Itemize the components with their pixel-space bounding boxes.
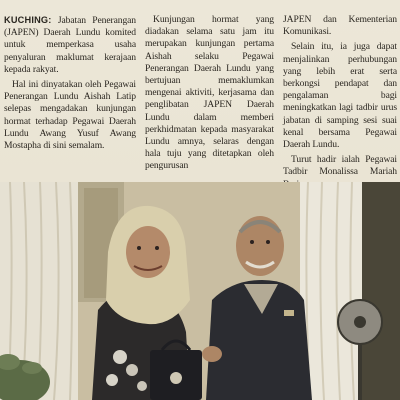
photo-illustration <box>0 182 400 400</box>
article-paragraph: Turut hadir ialah Pegawai Tadbir Monalissa Mariah <box>283 154 397 178</box>
article-column-2 <box>145 14 274 176</box>
dark-corner <box>362 182 400 400</box>
paragraph-text: Jabatan Penerangan (JAPEN) Daerah Lundu komited untuk memperkasa usaha penyaluran maklumat kerajaan kepada rakyat. <box>4 15 136 75</box>
article-column-3 <box>283 14 397 194</box>
article-column-1 <box>4 14 136 155</box>
article-paragraph: Kunjungan hormat yang diadakan selama satu jam itu merupakan kunjungan pertama Aishah selaku Pegawai Penerangan Daerah Lundu yang bertujuan memaklumkan mengenai aktiviti, kerjasama dan penglibatan JAPEN Daerah Lundu dalam memberi perkhidmatan kepada masyarakat Lundu amnya, selaras dengan hala tuju yang ditetapkan oleh pengurusan <box>145 14 274 172</box>
bag-logo <box>170 372 182 384</box>
article-paragraph <box>4 14 136 76</box>
article-paragraph: JAPEN dan Kementerian Komunikasi. <box>283 14 397 38</box>
article-photo <box>0 182 400 400</box>
dateline: KUCHING: <box>4 15 52 25</box>
article-paragraph: Hal ini dinyatakan oleh Pegawai Penerangan Lundu Aishah Latip selepas mengadakan kunjungan hormat terhadap Pegawai Daerah Lundu Awang Yusuf Awang Mostapha di sini semalam. <box>4 79 136 152</box>
article-paragraph: Selain itu, ia juga dapat menjalinkan perhubungan yang lebih erat serta berkongsi pendapat dan pengalaman bagi meningkatkan lagi tadbir urus jabatan di samping sesi suai kenal bersama Pegawai Daerah Lundu. <box>283 41 397 151</box>
